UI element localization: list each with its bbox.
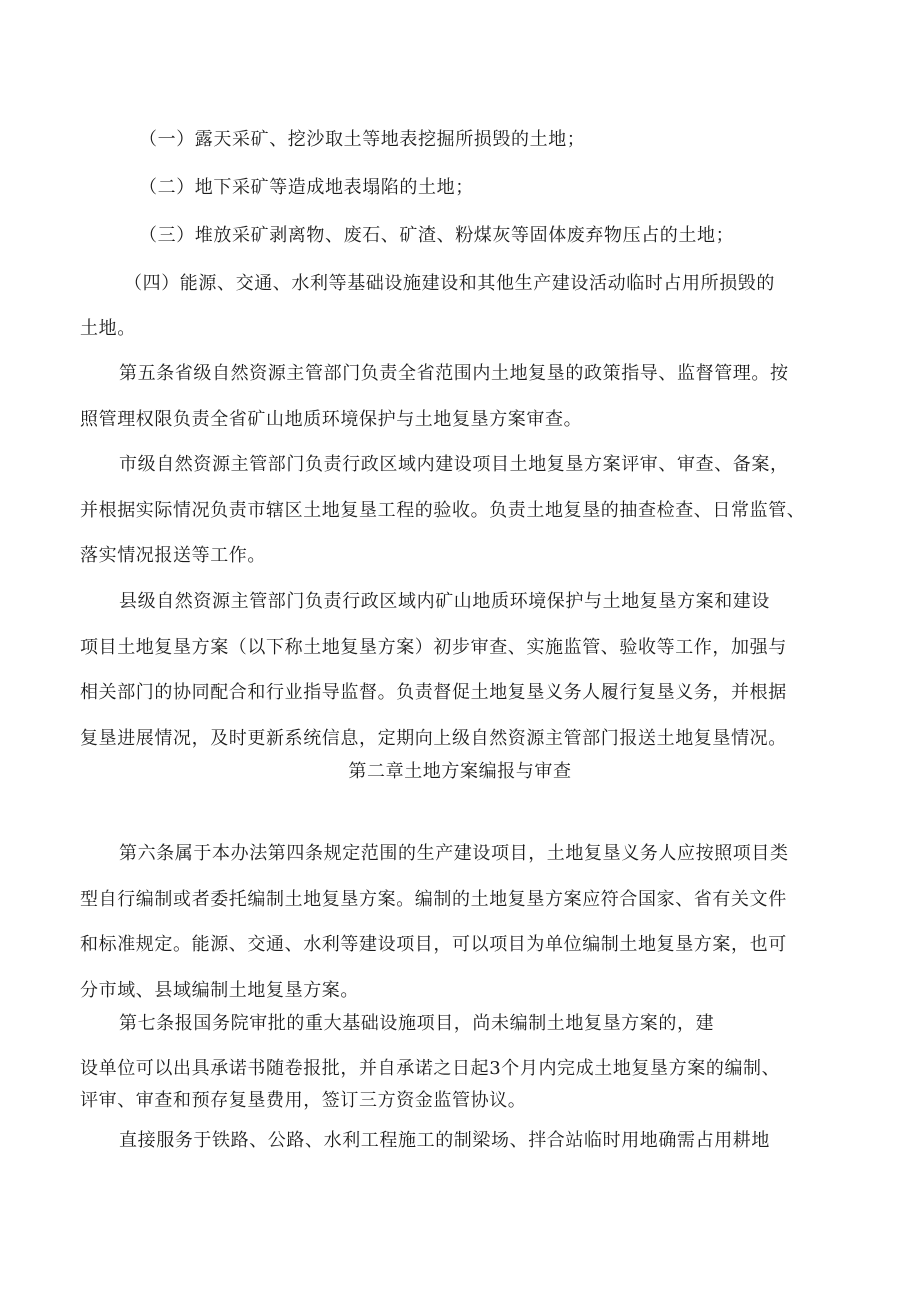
item-4-line-2: 土地。 <box>80 318 136 339</box>
article-6-line-2: 型自行编制或者委托编制土地复垦方案。编制的土地复垦方案应符合国家、省有关文件 <box>80 889 787 910</box>
city-paragraph-line-3: 落实情况报送等工作。 <box>80 545 266 566</box>
direct-service-line-1: 直接服务于铁路、公路、水利工程施工的制梁场、拌合站临时用地确需占用耕地 <box>119 1130 770 1151</box>
item-2: （二）地下采矿等造成地表塌陷的土地； <box>139 177 474 198</box>
article-6-line-4: 分市域、县域编制土地复垦方案。 <box>80 980 359 1001</box>
article-7-line-1: 第七条报国务院审批的重大基础设施项目，尚未编制土地复垦方案的，建 <box>119 1013 715 1034</box>
item-4-line-1: （四）能源、交通、水利等基础设施建设和其他生产建设活动临时占用所损毁的 <box>124 273 775 294</box>
item-1: （一）露天采矿、挖沙取土等地表挖掘所损毁的土地； <box>139 129 586 150</box>
item-3: （三）堆放采矿剥离物、废石、矿渣、粉煤灰等固体废弃物压占的土地； <box>139 225 735 246</box>
city-paragraph-line-2: 并根据实际情况负责市辖区土地复垦工程的验收。负责土地复垦的抽查检查、日常监管、 <box>80 500 806 521</box>
article-5-line-1: 第五条省级自然资源主管部门负责全省范围内土地复垦的政策指导、监督管理。按 <box>119 363 789 384</box>
county-paragraph-line-2: 项目土地复垦方案（以下称土地复垦方案）初步审查、实施监管、验收等工作，加强与 <box>80 637 787 658</box>
county-paragraph-line-1: 县级自然资源主管部门负责行政区域内矿山地质环境保护与土地复垦方案和建设 <box>119 591 770 612</box>
county-paragraph-line-3: 相关部门的协同配合和行业指导监督。负责督促土地复垦义务人履行复垦义务，并根据 <box>80 682 787 703</box>
city-paragraph-line-1: 市级自然资源主管部门负责行政区域内建设项目土地复垦方案评审、审查、备案， <box>119 454 789 475</box>
chapter-2-title: 第二章土地方案编报与审查 <box>348 761 572 782</box>
article-7-line-3: 评审、审查和预存复垦费用，签订三方资金监管协议。 <box>80 1090 527 1111</box>
article-6-line-3: 和标准规定。能源、交通、水利等建设项目，可以项目为单位编制土地复垦方案，也可 <box>80 934 787 955</box>
article-6-line-1: 第六条属于本办法第四条规定范围的生产建设项目，土地复垦义务人应按照项目类 <box>119 843 789 864</box>
county-paragraph-line-4: 复垦进展情况，及时更新系统信息，定期向上级自然资源主管部门报送土地复垦情况。 <box>80 728 787 749</box>
article-5-line-2: 照管理权限负责全省矿山地质环境保护与土地复垦方案审查。 <box>80 409 583 430</box>
article-7-line-2: 设单位可以出具承诺书随卷报批，并自承诺之日起3个月内完成土地复垦方案的编制、 <box>80 1058 781 1079</box>
